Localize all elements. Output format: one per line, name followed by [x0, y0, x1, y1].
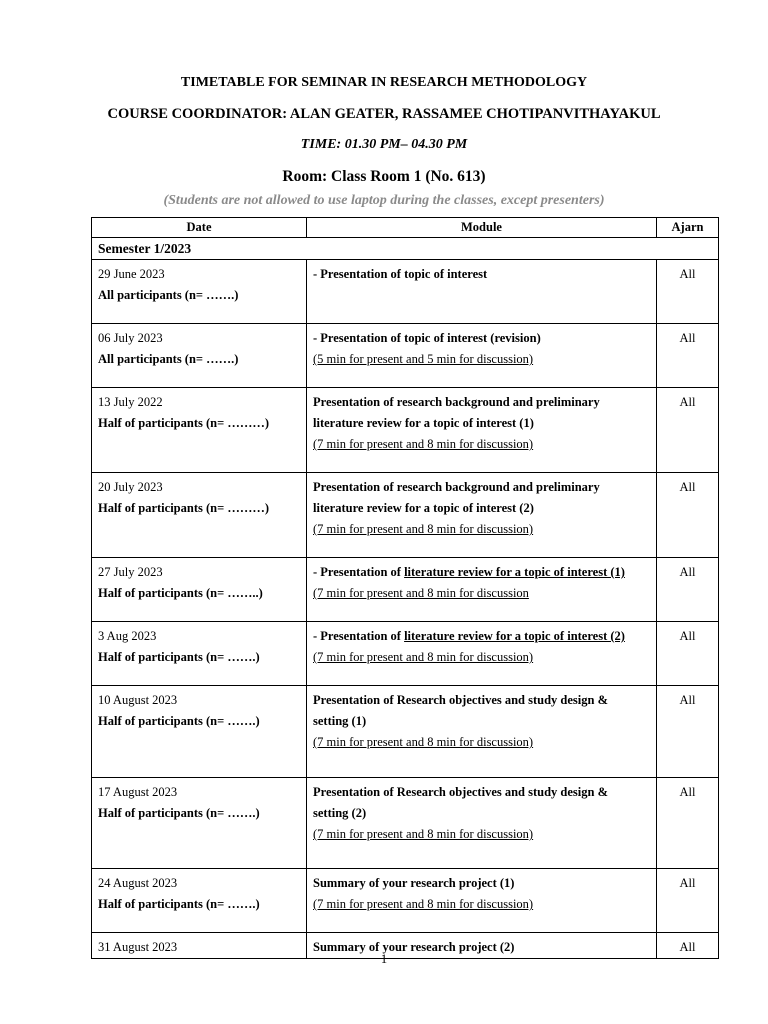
module-line [313, 498, 650, 519]
timetable [91, 217, 719, 959]
table-row [92, 388, 719, 473]
session-date: 17 August 2023 [98, 785, 178, 799]
ajarn-cell: All [657, 933, 719, 959]
ajarn-cell: All [657, 686, 719, 778]
module-line [313, 434, 650, 455]
module-text: (7 min for present and 8 min for discussion) [313, 735, 534, 749]
table-row [92, 869, 719, 933]
date-cell [92, 558, 307, 622]
module-cell [307, 388, 657, 473]
page-number: 1 [380, 952, 388, 966]
module-text: Presentation of research background and preliminary [313, 480, 600, 494]
semester-row [92, 238, 719, 260]
table-row [92, 558, 719, 622]
module-text: (7 min for present and 8 min for discussion) [313, 650, 534, 664]
session-time: TIME: 01.30 PM– 04.30 PM [300, 137, 468, 152]
module-text: Presentation of research background and preliminary [313, 395, 600, 409]
module-cell [307, 558, 657, 622]
date-cell [92, 778, 307, 869]
module-text: - Presentation of topic of interest (revision) [313, 331, 541, 345]
module-cell [307, 324, 657, 388]
module-text: - Presentation of topic of interest [313, 267, 488, 281]
session-date: 31 August 2023 [98, 940, 178, 954]
session-date: 13 July 2022 [98, 395, 163, 409]
module-cell [307, 869, 657, 933]
module-text: - Presentation of [313, 565, 405, 579]
module-text: literature review for a topic of interest (2) [404, 629, 625, 643]
module-text: Presentation of Research objectives and study design & [313, 693, 609, 707]
module-text: (7 min for present and 8 min for discussion) [313, 437, 534, 451]
table-row [92, 260, 719, 324]
table-row [92, 473, 719, 558]
module-line [313, 519, 650, 540]
module-text: setting (2) [313, 806, 367, 820]
module-line [313, 477, 650, 498]
participants-label: Half of participants (n= ………) [98, 501, 270, 515]
module-line [313, 873, 650, 894]
module-text: (7 min for present and 8 min for discussion) [313, 827, 534, 841]
participants-label: Half of participants (n= …….) [98, 897, 260, 911]
participants-label: Half of participants (n= ……..) [98, 586, 263, 600]
module-line [313, 824, 650, 845]
module-text: (7 min for present and 8 min for discussion [313, 586, 529, 600]
date-cell [92, 686, 307, 778]
table-row [92, 686, 719, 778]
module-text: Presentation of Research objectives and study design & [313, 785, 609, 799]
module-text: Summary of your research project (2) [313, 940, 515, 954]
module-text: - Presentation of [313, 629, 405, 643]
participants-label: Half of participants (n= …….) [98, 806, 260, 820]
column-header-date: Date [92, 218, 307, 238]
room-info: Room: Class Room 1 (No. 613) [282, 168, 486, 185]
session-date: 29 June 2023 [98, 267, 165, 281]
module-line [313, 328, 650, 349]
module-line [313, 392, 650, 413]
module-cell [307, 260, 657, 324]
module-text: Summary of your research project (1) [313, 876, 515, 890]
module-cell [307, 473, 657, 558]
date-cell [92, 622, 307, 686]
participants-label: Half of participants (n= ………) [98, 416, 270, 430]
module-text: (7 min for present and 8 min for discussion) [313, 897, 534, 911]
module-line [313, 782, 650, 803]
participants-label: Half of participants (n= …….) [98, 714, 260, 728]
module-text: setting (1) [313, 714, 367, 728]
participants-label: Half of participants (n= …….) [98, 650, 260, 664]
date-cell [92, 473, 307, 558]
course-coordinator: COURSE COORDINATOR: ALAN GEATER, RASSAMEE CHOTIPANVITHAYAKUL [107, 106, 661, 122]
session-date: 06 July 2023 [98, 331, 163, 345]
module-cell [307, 622, 657, 686]
module-text: literature review for a topic of interest (1) [313, 416, 534, 430]
module-line [313, 413, 650, 434]
table-header-row [92, 218, 719, 238]
ajarn-cell: All [657, 622, 719, 686]
session-date: 27 July 2023 [98, 565, 163, 579]
session-date: 20 July 2023 [98, 480, 163, 494]
table-row [92, 324, 719, 388]
laptop-note: (Students are not allowed to use laptop during the classes, except presenters) [163, 193, 605, 208]
ajarn-cell: All [657, 324, 719, 388]
ajarn-cell: All [657, 260, 719, 324]
module-line [313, 626, 650, 647]
table-row [92, 778, 719, 869]
session-date: 10 August 2023 [98, 693, 178, 707]
module-text: literature review for a topic of interest (1) [404, 565, 625, 579]
ajarn-cell: All [657, 388, 719, 473]
module-line [313, 711, 650, 732]
table-row [92, 622, 719, 686]
module-line [313, 583, 650, 604]
session-date: 24 August 2023 [98, 876, 178, 890]
date-cell [92, 260, 307, 324]
module-line [313, 690, 650, 711]
module-line [313, 562, 650, 583]
semester-label: Semester 1/2023 [92, 238, 719, 260]
ajarn-cell: All [657, 778, 719, 869]
module-cell [307, 686, 657, 778]
column-header-module: Module [307, 218, 657, 238]
module-line [313, 894, 650, 915]
document-title: TIMETABLE FOR SEMINAR IN RESEARCH METHODOLOGY [180, 75, 588, 90]
ajarn-cell: All [657, 558, 719, 622]
ajarn-cell: All [657, 473, 719, 558]
module-line [313, 264, 650, 285]
date-cell [92, 869, 307, 933]
module-text: literature review for a topic of interest (2) [313, 501, 534, 515]
module-line [313, 803, 650, 824]
module-line [313, 647, 650, 668]
session-date: 3 Aug 2023 [98, 629, 157, 643]
module-text: (5 min for present and 5 min for discussion) [313, 352, 534, 366]
module-cell [307, 778, 657, 869]
module-line [313, 349, 650, 370]
participants-label: All participants (n= …….) [98, 352, 239, 366]
module-line [313, 732, 650, 753]
participants-label: All participants (n= …….) [98, 288, 239, 302]
date-cell [92, 324, 307, 388]
module-text: (7 min for present and 8 min for discussion) [313, 522, 534, 536]
date-cell [92, 388, 307, 473]
ajarn-cell: All [657, 869, 719, 933]
column-header-ajarn: Ajarn [657, 218, 719, 238]
